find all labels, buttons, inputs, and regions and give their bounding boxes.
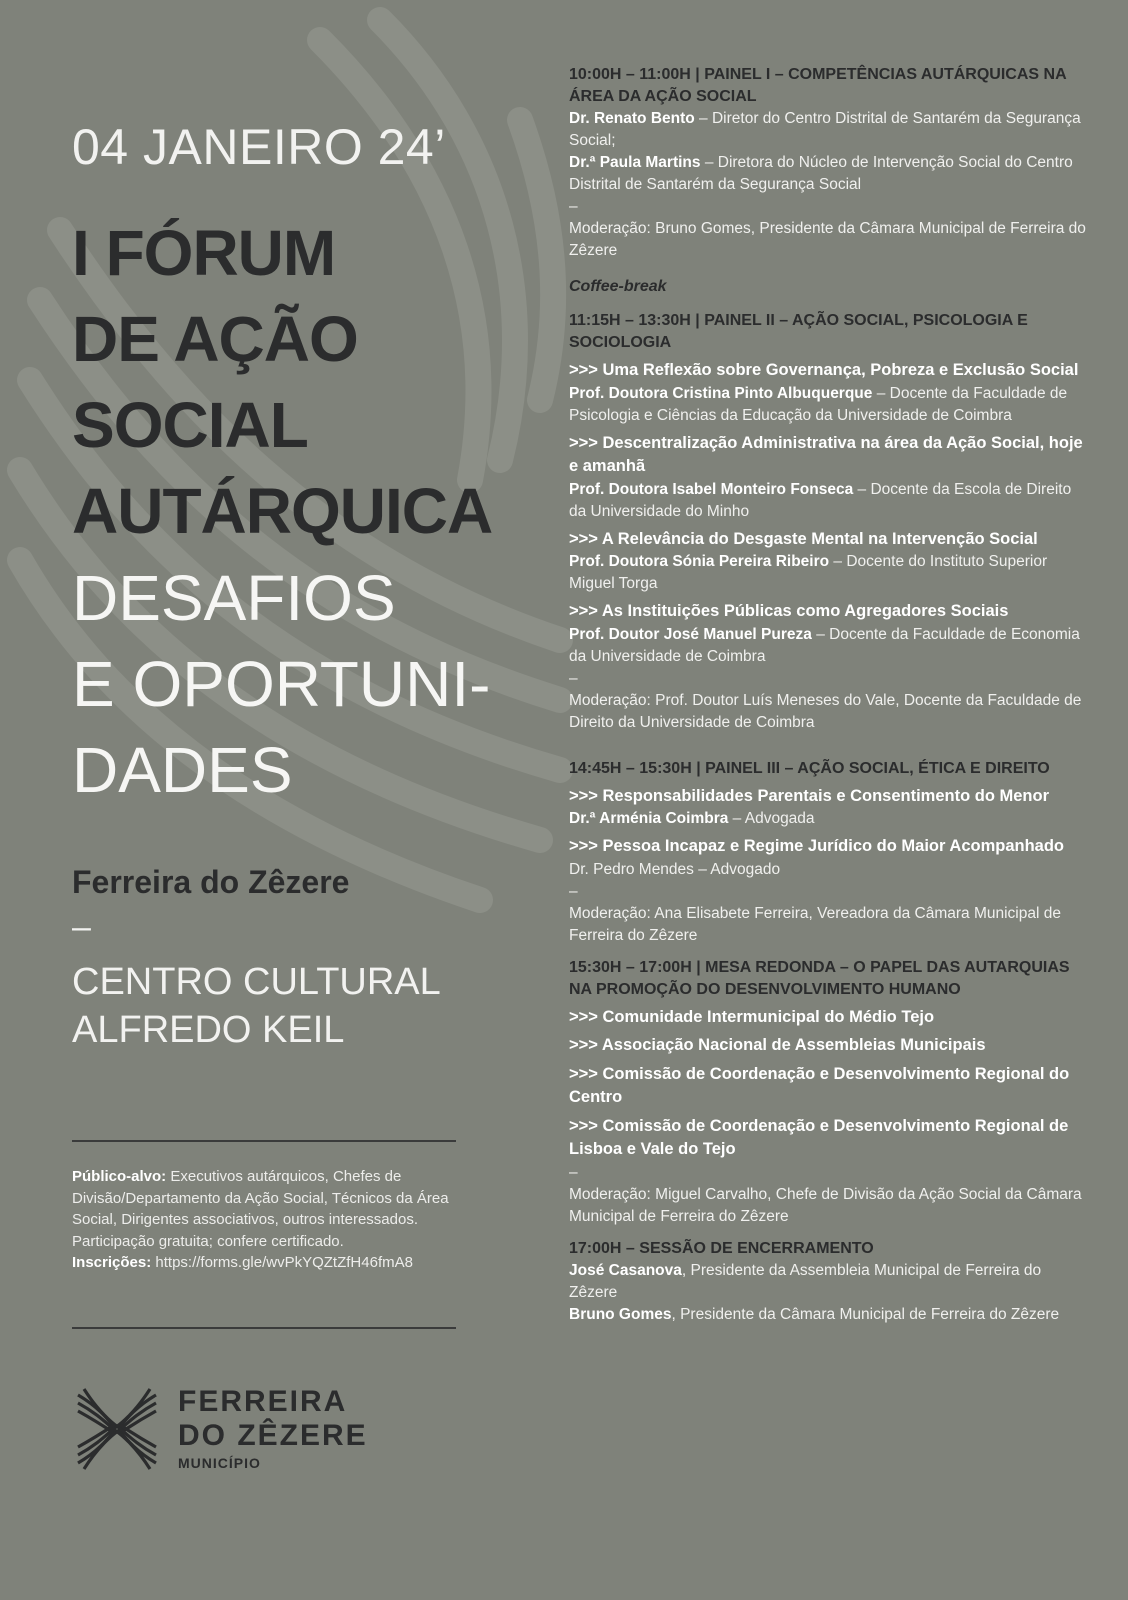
program-column xyxy=(569,64,1089,1336)
round-table xyxy=(569,957,1089,1228)
talk-title: >>> Responsabilidades Parentais e Consentimento do Menor xyxy=(569,786,1049,805)
speaker xyxy=(569,624,1089,668)
speaker-name: Prof. Doutor José Manuel Pureza xyxy=(569,625,812,643)
speaker xyxy=(569,383,1089,427)
event-subtitle xyxy=(72,555,490,813)
roundtable-item: >>> Comunidade Intermunicipal do Médio Tejo xyxy=(569,1007,935,1026)
speaker-role: , Presidente da Assembleia Municipal de Ferreira do Zêzere xyxy=(569,1261,1042,1301)
event-date: 04 JANEIRO 24’ xyxy=(72,119,446,175)
speaker-name: Prof. Doutora Isabel Monteiro Fonseca xyxy=(569,480,854,498)
speaker: Dr. Pedro Mendes – Advogado xyxy=(569,860,781,878)
speaker xyxy=(569,479,1089,523)
subtitle-line: DADES xyxy=(72,734,293,806)
moderation: Moderação: Bruno Gomes, Presidente da Câmara Municipal de Ferreira do Zêzere xyxy=(569,220,1086,259)
panel-heading: 15:30H – 17:00H | MESA REDONDA – O PAPEL DAS AUTARQUIAS NA PROMOÇÃO DO DESENVOLVIMENTO HUMANO xyxy=(569,958,1070,998)
speaker-role: , Presidente da Câmara Municipal de Ferreira do Zêzere xyxy=(671,1305,1060,1323)
speaker-name: Dr. Renato Bento xyxy=(569,110,695,127)
divider-top xyxy=(72,1140,456,1142)
speaker-name: Dr.ª Arménia Coimbra xyxy=(569,810,729,827)
speaker-role: – Docente do Instituto Superior Miguel Torga xyxy=(569,553,1048,592)
speaker xyxy=(569,551,1089,595)
logo-line3: MUNICÍPIO xyxy=(178,1455,261,1471)
logo-line2: DO ZÊZERE xyxy=(178,1419,368,1452)
divider-bottom xyxy=(72,1327,456,1329)
speaker-role: – Advogada xyxy=(728,810,815,827)
audience-text: Executivos autárquicos, Chefes de Divisão/Departamento da Ação Social, Técnicos da Área Social, Dirigentes associativos, outros interessados. Participação gratuita; confere certificado. xyxy=(72,1168,449,1250)
logo-line1: FERREIRA xyxy=(178,1385,348,1418)
title-line: I FÓRUM xyxy=(72,217,336,289)
event-info xyxy=(72,1166,472,1274)
panel-3 xyxy=(569,758,1089,947)
speaker-name: Dr.ª Paula Martins xyxy=(569,154,701,171)
speaker-role: – Docente da Faculdade de Economia da Universidade de Coimbra xyxy=(569,625,1080,665)
closing-session xyxy=(569,1238,1089,1326)
talk-title: >>> As Instituições Públicas como Agregadores Sociais xyxy=(569,602,1009,620)
talk-title: >>> Uma Reflexão sobre Governança, Pobreza e Exclusão Social xyxy=(569,361,1079,379)
speaker xyxy=(569,108,1089,152)
event-venue xyxy=(72,958,441,1054)
speaker-name: Bruno Gomes xyxy=(569,1305,672,1323)
title-line: AUTÁRQUICA xyxy=(72,475,493,547)
subtitle-line: E OPORTUNI- xyxy=(72,648,491,720)
separator-dash: – xyxy=(569,669,578,687)
signup-link[interactable]: https://forms.gle/wvPkYQZtZfH46fmA8 xyxy=(155,1254,413,1271)
talk-title: >>> Descentralização Administrativa na área da Ação Social, hoje e amanhã xyxy=(569,433,1083,475)
speaker-role: – Diretor do Centro Distrital de Santarém da Segurança Social; xyxy=(569,110,1081,149)
venue-line: ALFREDO KEIL xyxy=(72,1009,345,1051)
speaker-name: José Casanova xyxy=(569,1261,682,1279)
municipality-knot-icon xyxy=(72,1385,162,1473)
speaker xyxy=(569,1260,1089,1304)
speaker-role: – Docente da Faculdade de Psicologia e Ciências da Educação da Universidade de Coimbra xyxy=(569,384,1068,424)
speaker-name: Prof. Doutora Cristina Pinto Albuquerque xyxy=(569,384,873,402)
panel-1 xyxy=(569,64,1089,262)
talk-title: >>> Pessoa Incapaz e Regime Jurídico do Maior Acompanhado xyxy=(569,837,1064,855)
speaker xyxy=(569,152,1089,196)
place-separator: – xyxy=(72,908,91,946)
municipality-logo xyxy=(72,1385,368,1478)
separator-dash: – xyxy=(569,198,578,215)
moderation: Moderação: Prof. Doutor Luís Meneses do Vale, Docente da Faculdade de Direito da Universidade de Coimbra xyxy=(569,691,1082,731)
speaker-name: Prof. Doutora Sónia Pereira Ribeiro xyxy=(569,553,830,570)
panel-2 xyxy=(569,310,1089,734)
panel-heading: 10:00H – 11:00H | PAINEL I – COMPETÊNCIAS AUTÁRQUICAS NA ÁREA DA AÇÃO SOCIAL xyxy=(569,66,1067,105)
roundtable-item: >>> Comissão de Coordenação e Desenvolvimento Regional de Lisboa e Vale do Tejo xyxy=(569,1116,1069,1158)
title-line: SOCIAL xyxy=(72,389,308,461)
venue-line: CENTRO CULTURAL xyxy=(72,961,441,1003)
roundtable-item: >>> Comissão de Coordenação e Desenvolvimento Regional do Centro xyxy=(569,1064,1070,1106)
coffee-break: Coffee-break xyxy=(569,278,667,295)
separator-dash: – xyxy=(569,1163,578,1181)
panel-heading: 11:15H – 13:30H | PAINEL II – AÇÃO SOCIAL, PSICOLOGIA E SOCIOLOGIA xyxy=(569,312,1028,351)
logo-wordmark xyxy=(178,1385,368,1471)
title-line: DE AÇÃO xyxy=(72,303,358,375)
moderation: Moderação: Miguel Carvalho, Chefe de Divisão da Ação Social da Câmara Municipal de Ferreira do Zêzere xyxy=(569,1185,1082,1225)
panel-heading: 17:00H – SESSÃO DE ENCERRAMENTO xyxy=(569,1239,874,1257)
speaker xyxy=(569,1304,1089,1326)
subtitle-line: DESAFIOS xyxy=(72,562,396,634)
separator-dash: – xyxy=(569,882,578,900)
speaker xyxy=(569,808,1089,830)
moderation: Moderação: Ana Elisabete Ferreira, Vereadora da Câmara Municipal de Ferreira do Zêzere xyxy=(569,904,1061,944)
audience-label: Público-alvo: xyxy=(72,1168,167,1185)
event-title xyxy=(72,210,492,554)
speaker-role: – Docente da Escola de Direito da Universidade do Minho xyxy=(569,480,1072,520)
speaker-role: – Diretora do Núcleo de Intervenção Social do Centro Distrital de Santarém da Segurança Social xyxy=(569,154,1073,193)
panel-heading: 14:45H – 15:30H | PAINEL III – AÇÃO SOCIAL, ÉTICA E DIREITO xyxy=(569,759,1050,777)
talk-title: >>> A Relevância do Desgaste Mental na Intervenção Social xyxy=(569,529,1038,548)
signup-label: Inscrições: xyxy=(72,1254,152,1271)
roundtable-item: >>> Associação Nacional de Assembleias Municipais xyxy=(569,1036,986,1054)
event-place: Ferreira do Zêzere xyxy=(72,864,350,900)
